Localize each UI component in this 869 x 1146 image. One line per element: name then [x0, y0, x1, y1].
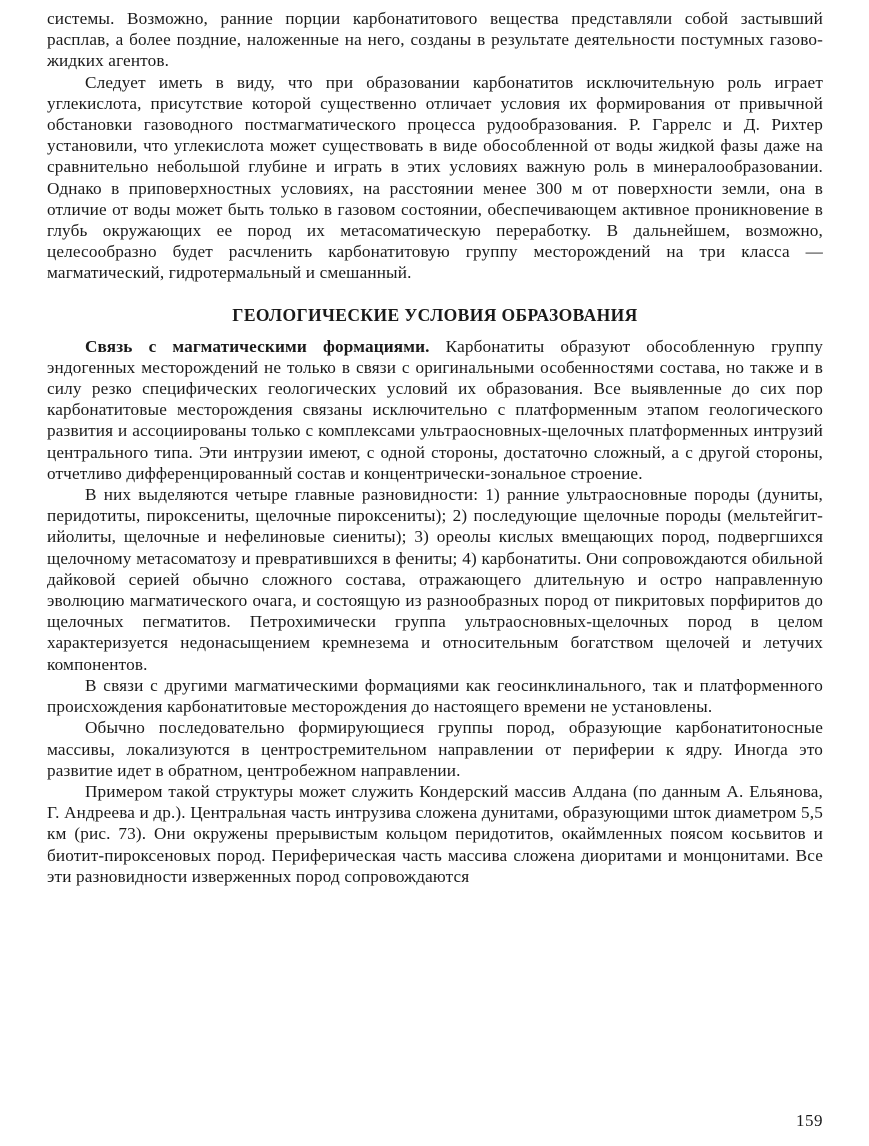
page-number: 159 — [796, 1111, 823, 1130]
paragraph-konder-massif: Примером такой структуры может служить Кондерский массив Алдана (по данным А. Ельянова, Г. Андреева и др.). Центральная часть интрузива сложена дунитами, образующими шток диаметром 5,5 км (рис. 73). Они окружены прерывистым кольцом перидотитов, окаймленных поясом косьвитов и биотит-пироксеновых пород. Периферическая часть массива сложена диоритами и монцонитами. Все эти разновидности изверженных пород сопровождаются — [47, 781, 823, 886]
paragraph-magmatic-formations — [47, 336, 823, 484]
paragraph-centripetal: Обычно последовательно формирующиеся группы пород, образующие карбонатитоносные массивы, локализуются в центростремительном направлении от периферии к ядру. Иногда это развитие идет в обратном, центробежном направлении. — [47, 718, 823, 780]
page-body — [47, 8, 823, 887]
paragraph-carbonic-acid: Следует иметь в виду, что при образовании карбонатитов исключительную роль играет углекислота, присутствие которой существенно отличает условия их формирования от привычной обстановки газоводного постмагматического процесса рудообразования. Р. Гаррелс и Д. Рихтер установили, что углекислота может существовать в виде обособленной от воды жидкой фазы даже на сравнительно небольшой глубине и играть в этих условиях важную роль в минералообразовании. Однако в приповерхностных условиях, на расстоянии менее 300 м от поверхности земли, она в отличие от воды может быть только в газовом состоянии, обеспечивающем активное проникновение в глубь окружающих ее пород их метасоматическую переработку. В дальнейшем, возможно, целесообразно будет расчленить карбонатитовую группу месторождений на три класса — магматический, гидротермальный и смешанный. — [47, 72, 823, 283]
section-heading: ГЕОЛОГИЧЕСКИЕ УСЛОВИЯ ОБРАЗОВАНИЯ — [232, 304, 638, 325]
paragraph-other-formations: В связи с другими магматическими формациями как геосинклинального, так и платформенного происхождения карбонатитовые месторождения до настоящего времени не установлены. — [47, 675, 823, 717]
paragraph-continuation: системы. Возможно, ранние порции карбонатитового вещества представляли собой застывший расплав, а более поздние, наложенные на него, созданы в результате деятельности постумных газово-жидких агентов. — [47, 9, 823, 71]
paragraph-four-varieties: В них выделяются четыре главные разновидности: 1) ранние ультраосновные породы (дуниты, перидотиты, пироксениты, щелочные пироксениты); 2) последующие щелочные породы (мельтейгит-ийолиты, щелочные и нефелиновые сиениты); 3) ореолы кислых вмещающих пород, подвергшихся щелочному метасоматозу и превратившихся в фениты; 4) карбонатиты. Они сопровождаются обильной дайковой серией обычно сложного состава, отражающего длительную и остро направленную эволюцию магматического очага, и состоящую из разнообразных пород от пикритовых порфиритов до щелочных пегматитов. Петрохимически группа ультраосновных-щелочных пород в целом характеризуется недонасыщением кремнезема и относительным богатством щелочей и летучих компонентов. — [47, 485, 823, 674]
run-in-heading: Связь с магматическими формациями. — [85, 336, 430, 356]
run-in-text: Карбонатиты образуют обособленную группу эндогенных месторождений не только в связи с оригинальными особенностями состава, но также и в силу резко специфических геологических условий их образования. Все выявленные до сих пор карбонатитовые месторождения связаны исключительно с платформенным этапом геологического развития и ассоциированы только с комплексами ультраосновных-щелочных платформенных интрузий центрального типа. Эти интрузии имеют, с одной стороны, достаточно сложный, а с другой стороны, отчетливо дифференцированный состав и концентрически-зональное строение. — [47, 336, 823, 483]
